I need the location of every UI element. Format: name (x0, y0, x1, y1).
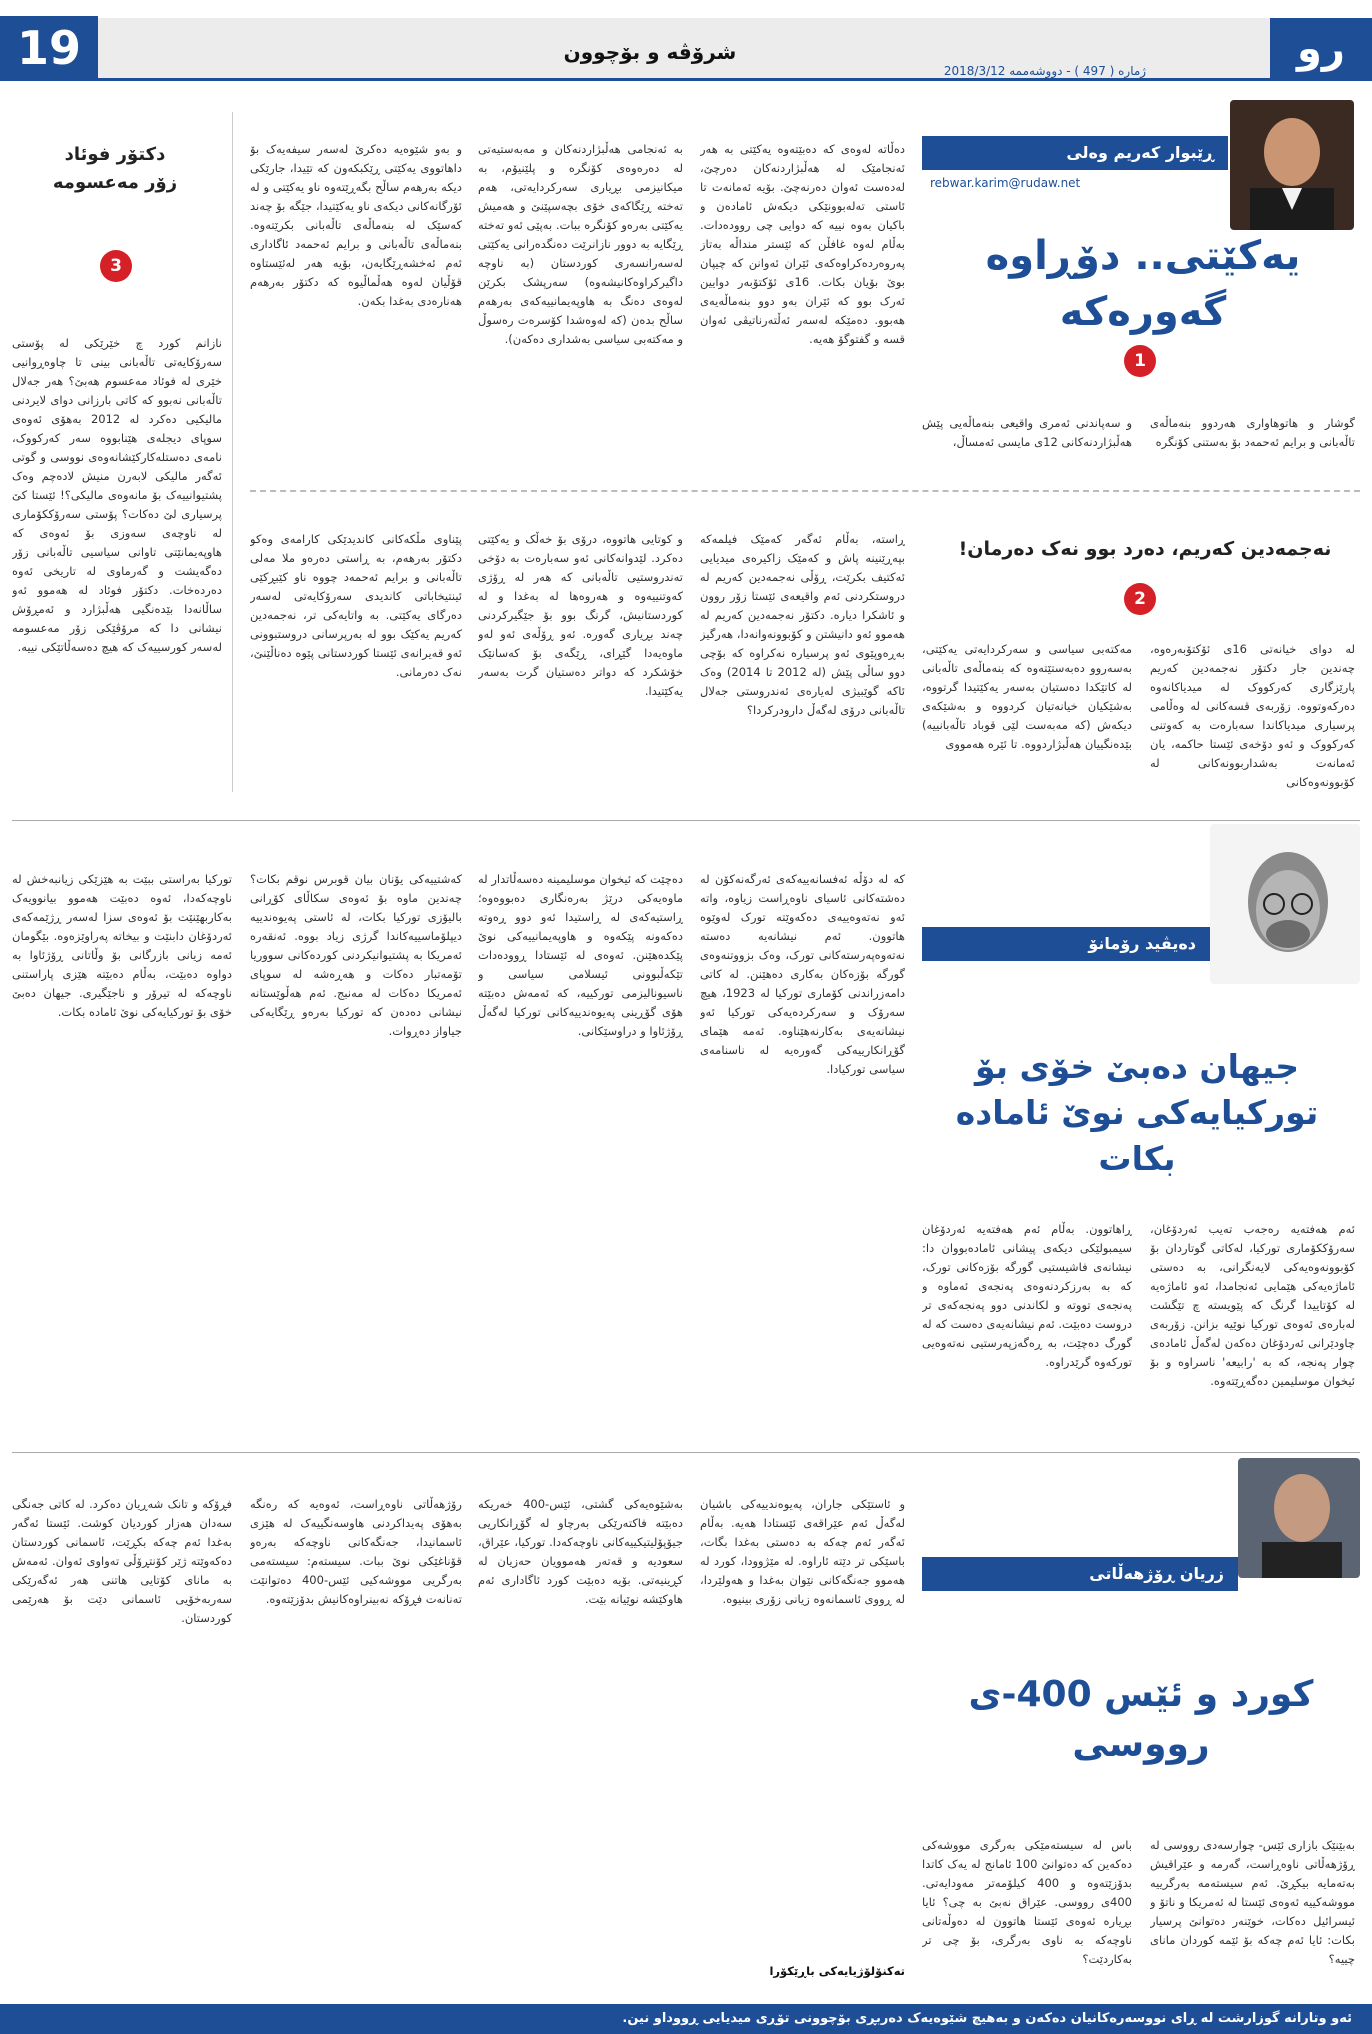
article-title-a4: جیهان دەبێ خۆی بۆ تورکیایەکی نوێ ئامادە بکات (955, 1047, 1319, 1179)
dashed-divider (250, 490, 1360, 492)
article-title-a1: یەکێتی.. دۆڕاوە گەورەکە (985, 233, 1301, 335)
lede-a5: تەکنۆلۆژیایەکی باڕێکۆرا (769, 1964, 905, 1978)
column-a4-1: کە لە دۆڵە ئەفسانەییەکەی ئەرگەنەکۆن لە دەشتەکانی ئاسیای ناوەڕاست زیاوە، واتە ئەو نەتەوەییەی دەکەوێتە تورک لەوێوە هاتوون. ئەم نیشانەیە دەستە نەتەوەپەرستەکانی تورک، وەک بزووتنەوەی گورگە بۆزەکان بەکاری دەهێنن. لە کاتی دامەزراندنی کۆماری تورکیا لە 1923، هیچ سەرۆک و سەرکردەیەکی تورکیا ئەو نیشانەیەی بەکارنەهێناوە. ئەمە هێمای گۆڕانکارییەکی گەورەیە لە ناسنامەی سیاسی تورکیادا. (700, 872, 905, 1076)
column-a1-1: دەڵاتە لەوەی کە دەبێتەوە یەکێتی بە هەر ئەنجامێک لە هەڵبژاردنەکان دەرچێ، لەدەست ئەوان دەرنەچێ. بۆیە ئەمانەت تا ئاستی تەلەبوونێکی دیکەش ئامادەن و باکیان بەوە نییە کە دوایی چی روودەدات. بەڵام لەوە غافڵن کە ئێستر منداڵە بەتاز پەروەردەکراوەکەی ئێران ئەوانن کە چیپان بوێ بۆیان بکات. 16ی ئۆکتۆبەر دوایین ئەرک بوو کە ئێران بەو دوو بنەماڵەیەی هەبوو. دەمێکە لەسەر ئەڵتەرناتیڤی ئەوان قسە و گفتوگۆ هەیە. (700, 142, 905, 346)
column-a2-4: و کوتایی هاتووە، درۆی بۆ خەڵک و یەکێتی دەکرد. لێدوانەکانی ئەو سەبارەت بە دۆخی تەندروستیی تاڵەبانی کە هەر لە ڕۆژی کەوتنییەوە و هەروەها لە بەغدا و لە کوردستانیش، گرنگ بوو بۆ جێگیرکردنی چەند بڕیاری گەورە. ئەو ڕۆڵەی ئەو لەو ماوەیەدا گێڕای، ڕێگەی بۆ کەسانێک خۆشکرد کە دواتر دەستیان گرت بەسەر یەکێتیدا. (478, 532, 683, 698)
page-header (0, 0, 1372, 88)
disclaimer-footer: ئەو وتارانە گوزارشت لە ڕای نووسەرەکانیان دەکەن و بەهیچ شێوەیەک دەربڕی بۆچوونی تۆڕی میدیایی ڕووداو نین. (0, 2004, 1372, 2034)
article-title-a5: کورد و ئێس 400-ی رووسی (968, 1674, 1314, 1766)
article-number-a2: 2 (1124, 583, 1156, 615)
section-title: شرۆڤە و بۆچوون (563, 40, 737, 64)
column-a5-4: فڕۆکە و تانک شەڕیان دەکرد. لە کاتی جەنگی سەدان هەزار کوردیان کوشت. ئێستا ئەگەر بەغدا ئەم چەکە بکڕێت، ئاسمانی کوردستان دەکەوێتە ژێر کۆنتڕۆڵی تەواوی ئەوان. ئەمەش بە مانای کۆتایی هاتنی هەر ئەگەرێکی سەربەخۆیی ئاسمانی دێت بۆ هەرێمی کوردستان. (12, 1497, 232, 1625)
intro-a5-1: بەبێنێک بازاری ئێس- چوارسەدی رووسی لە ڕۆژهەڵاتی ناوەڕاست، گەرمە و عێراقیش بەتەمایە بیکڕێ. ئەم سیستەمە بەرگرییە مووشەکییە ئەوەی ئێستا لە ئەمریکا و ناتۆ و ئیسرائیل دەکات، خوێنەر دەتوانێ پرسیار بکات: ئایا ئەم چەکە بۆ ئێمە کوردان مانای چییە؟ (1150, 1838, 1355, 1966)
column-a2-3: ڕاستە، بەڵام ئەگەر کەمێک فیلمەکە بپەڕێنینە پاش و کەمێک زاکیرەی میدیایی ئەکتیف بکرێت، ڕۆڵی نەجمەدین کەریم لە دروستکردنی ئەم واقیعەی ئێستا زۆر روون و ئاشکرا دیارە. دکتۆر نەجمەدین کەریم لە هەموو ئەو دانیشتن و کۆبوونەوانەدا، هەرگیز بەڕەوپێوی ئەو پرسیارە نەکراوە کە بۆچی دوو ساڵی پێش (لە 2012 تا 2014) وەک ئاکە گوێبیژی لەیارەی ئەندروستی جەلال تاڵەبانی درۆی لەگەڵ دارودرکردا؟ (700, 532, 905, 717)
author-name-a3-line1: دکتۆر فوئاد (64, 144, 166, 165)
column-a1-3: و بەو شێوەیە دەکرێ لەسەر سیفەیەک بۆ داهاتووی یەکێتی ڕێکبکەون کە تێیدا، جارێکی دیکە بەرهەم ساڵح بگەڕێتەوە ناو یەکێتی و لە ئۆرگانەکانی دیکەی ناو یەکێتیدا، جێگە بۆ چەند کەسێک لە بنەماڵەی تاڵەبانی بکرێتەوە. بنەماڵەی تاڵەبانی و برایم ئەحمەد ئاگاداری ئەم ئەخشەڕێگایەن، بۆیە هەر لەئێستاوە قۆڵیان لەوە هەڵماڵیوە کە دکتۆر بەرهەم هەنارەدی بەغدا بکەن. (250, 142, 462, 308)
author-email[interactable]: rebwar.karim@rudaw.net (930, 176, 1081, 190)
author-photo-zryan (1238, 1458, 1360, 1578)
intro-a5-2: باس لە سیستەمێکی بەرگری مووشەکی دەکەین کە دەتوانێ 100 ئامانج لە یەک کاتدا بدۆزێتەوە و 400 کیلۆمەتر مەودایەتی. 400ی رووسی. عێراق نەبێ بە چی؟ ئایا بڕیارە ئەوەی ئێستا هاتوون لە دەوڵەتانی ناوچەکە بە ناوی بەرگری، بۆ چی تر بەکاردێت؟ (922, 1838, 1132, 1966)
column-a4-2: دەچێت کە ئیخوان موسلیمینە دەسەڵاتدار لە ماوەیەکی درێژ بەرەنگاری دەبووەوە؛ ڕاستیەکەی لە ڕاستیدا ئەو دوو ڕەوتە دەکەونە پێکەوە و هاوپەیمانییەکی نوێ پێکدەهێنن. ئەوەی لە ئێستادا ڕوودەدات تێکەڵبوونی ئیسلامی سیاسی و ناسیونالیزمی تورکییە، کە ئەمەش دەبێتە هۆی گۆڕینی پەیوەندییەکانی تورکیا لەگەڵ ڕۆژئاوا و دراوسێکانی. (478, 872, 683, 1038)
intro-a4-2: ڕاهاتوون. بەڵام ئەم هەفتەیە ئەردۆغان سیمبولێکی دیکەی پیشانی ئامادەبووان دا: نیشانەی فاشیستیی گورگە بۆزەکانی تورک، کە بە بەرزکردنەوەی پەنجەی ئەماوە و پەنجەی تووتە و لکاندنی دوو پەنجەکەی تر دروست دەبێت. ئەم نیشانەیەی دەست کە لە گورگ دەچێت، بە ڕەگەزپەرستیی نەتەوەیی تورکەوە گرێدراوە. (922, 1222, 1132, 1369)
author-name-a3-line2: زۆر مەعسومە (52, 172, 178, 193)
column-a2-5: پێناوی مڵکەکانی کاندیدێکی کارامەی وەکو دکتۆر بەرهەم، بە ڕاستی دەرەو ملا مەلی تاڵەبانی و برایم ئەحمەد چووە ناو کێبڕکێی ئینتیخاباتی کاندیدی سەرۆکایەتی لەسەر دەرگای یەکێتی. بە واتایەکی تر، نەجمەدین کەریم یەکێک بوو لە بەرپرسانی دروستبوونی ئەو قەیرانەی ئێستا کوردستانی پێوە دەناڵێنێ، نەک دەرمانی. (250, 532, 462, 679)
rudaw-logo: رو (1270, 18, 1372, 80)
author-photo-rebwar (1230, 100, 1354, 230)
author-photo-romano (1210, 824, 1360, 984)
column-a2-1: لە دوای خیانەتی 16ی ئۆکتۆبەرەوە، چەندین جار دکتۆر نەجمەدین کەریم پارێزگاری کەرکووک لە میدیاکانەوە دەرکەوتووە. زۆربەی قسەکانی لە وەڵامی پرسیاری میدیاکاندا سەبارەت بە کەوتنی کەرکووک و ئەو دۆخەی ئێستا حاکمە، یان ئەمانەت بەشداربوونەکانی لە کۆبوونەوەکانی (1150, 642, 1355, 789)
column-a4-4: تورکیا بەراستی ببێت بە هێزێکی زیانبەخش لە ناوچەکەدا، ئەوە دەبێت هەموو بیانوویەک بەکاربهێنێت بۆ ئەوەی سزا لەسەر ڕژێمەکەی ئەردۆغان دابنێت و بیخاتە پەراوێزەوە. بێگومان ئەمە زیانی بازرگانی بۆ وڵاتانی ڕۆژئاوا بە دواوە دەبێت، بەڵام دەبێتە هێزی پاراستنی ناوچەکە لە تیرۆر و ناجێگیری. جیهان دەبێ خۆی بۆ تورکیایەکی نوێ ئامادە بکات. (12, 872, 232, 1019)
author-bar-a1: ڕێبوار کەریم وەلی (922, 136, 1228, 170)
article-number-a1: 1 (1124, 345, 1156, 377)
column-a3: نازانم کورد چ خێرێکی لە پۆستی سەرۆکایەتی تاڵەبانی بینی تا چاوەڕوانیی خێری لە فوئاد مەعسوم هەبێ؟ هەر جەلال تاڵەبانی نەبوو کە کاتی بارزانی دوای لایردنی مالیکیی دەکرد لە 2012 بەهۆی ئەوەی سوپای دیجلەی هێنابووە سەر کەرکووک، نامەی دەستلەکارکێشانەوەی نووسی و گوتی ئەگەر مالیکی لابەرن منیش لادەچم وەک پشتیوانییەک بۆ مانەوەی مالیکی؟! ئێستا کێ پرسیاری لێ دەکات؟ پۆستی سەرۆککۆماری لە ناوچەی سەوزی بۆ ئەوەی کە هاوپەیمانێتی تاوانی سیاسیی تاڵەبانی زۆر دەگەیشت و گەرماوی لە تاریخی ئەوە دەردەخات. دکتۆر فوئاد لە هەموو ئەو ساڵانەدا بێدەنگیی هەڵبژارد و ئەمڕۆش نیشانی دا کە مرۆڤێکی زۆر مەعسومە لەسەر کورسییەک کە هیچ دەسەڵاتێکی نییە. (12, 336, 222, 654)
section-divider-1 (12, 820, 1360, 821)
column-a5-2: بەشێوەیەکی گشتی، ئێس-400 خەریکە دەبێتە فاکتەرێکی بەرچاو لە گۆڕانکاریی جیۆپۆلیتیکییەکانی ناوچەکەدا. تورکیا، عێراق، سعودیە و قەتەر هەموویان حەزیان لە کڕینیەتی. بۆیە دەبێت کورد ئاگاداری ئەم هاوکێشە نوێیانە بێت. (478, 1497, 683, 1606)
column-a2-2: مەکتەبی سیاسی و سەرکردایەتی یەکێتی، بەسەروو دەبەستێتەوە کە بنەماڵەی تاڵەبانی لە کاتێکدا دەستیان بەسەر یەکێتیدا گرتووە، بەشێکیان خیانەتیان کردووە و بەشێکەی دیکەش (کە مەبەست لێی قوباد تاڵەبانییە) بێدەنگییان هەڵبژاردووە. تا ئێرە هەمووی (922, 642, 1132, 751)
author-bar-a5: زریان ڕۆژهەڵاتی (922, 1557, 1238, 1591)
author-bar-a4: دەیڤید رۆمانۆ (922, 927, 1210, 961)
intro-a4-1: ئەم هەفتەیە رەجەب تەیب ئەردۆغان، سەرۆککۆماری تورکیا، لەکاتی گوتاردان بۆ کۆبوونەوەیەکی لایەنگرانی، بە دەستی ئاماژەیەکی هێمایی ئەنجامدا، ئەو ئاماژەیە لە کۆتاییدا گرنگ کە پێویستە چ تێگشت لەبارەی ئەوەی تورکیا نوێیە بزانن. زۆربەی چاودێرانی ئەردۆغان دەکەن لەگەڵ ئامادەی چوار پەنجە، کە بە 'رابیعە' ناسراوە و بۆ ئیخوان موسلیمین دەگەڕێتەوە. (1150, 1222, 1355, 1388)
column-a5-1: و ئاستێکی جاران، پەیوەندییەکی باشیان لەگەڵ ئەم عێراقەی ئێستادا هەیە. بەڵام ئەگەر ئەم چەکە بە دەستی بەغدا بگات، باسێکی تر دێتە ئاراوە. لە مێژوودا، کورد لە هەموو جەنگەکانی نێوان بەغدا و هەولێردا، لە ڕووی ئاسمانەوە زیانی زۆری بینیوە. (700, 1497, 905, 1606)
column-a4-3: کەشتییەکی یۆنان بیان قوبرس نوقم بکات؟ چەندین ماوە بۆ ئەوەی سکاڵای کۆڕانی بالیۆزی تورکیا بکات، لە ئاستی پەیوەندییە دیپلۆماسییەکاندا گرژی زیاد بووە. ئەنقەرە ئەمریکا بە پشتیوانیکردنی کوردەکانی سووریا تۆمەتبار دەکات و هەڕەشە لە سوپای ئەمریکا دەکات لە مەنبج. ئەم هەڵوێستانە نیشانی دەدەن کە تورکیا بەرەو ڕێگایەکی جیاواز دەڕوات. (250, 872, 462, 1038)
column-divider (232, 112, 233, 792)
intro-a1-1: گوشار و هاتوهاواری هەردوو بنەماڵەی تاڵەبانی و برایم ئەحمەد بۆ بەستنی کۆنگرە (1150, 416, 1355, 449)
issue-line: ژمارە ( 497 ) - دووشەممە 2018/3/12 (943, 64, 1147, 78)
page-number: 19 (0, 16, 98, 81)
column-a5-3: رۆژهەڵاتی ناوەڕاست، ئەوەیە کە رەنگە بەهۆی پەیداکردنی هاوسەنگییەک لە هێزی ئاسمانیدا، جەنگەکانی ناوچەکە بەرەو قۆناغێکی نوێ ببات. سیستەم: سیستەمی بەرگریی مووشەکیی ئێس-400 دەتوانێت تەنانەت فڕۆکە نەبینراوەکانیش بدۆزێتەوە. (250, 1497, 462, 1606)
intro-a1-2: و سەپاندنی ئەمری واقیعی بنەماڵەیی پێش هەڵبژاردنەکانی 12ی مایسی ئەمساڵ، (922, 416, 1132, 449)
article-number-a3: 3 (100, 250, 132, 282)
section-divider-2 (12, 1452, 1360, 1453)
column-a1-2: بە ئەنجامی هەڵبژاردنەکان و مەبەستیەتی لە دەرەوەی کۆنگرە و پلێنیۆم، بە میکانیزمی بڕیاری سەرکردایەتی، هەم تەختە ڕێگاکەی خۆی بچەسپێنێ و هەمیش یەکێتی بەرەو کۆنگرە ببات. بەپێی ئەو تەختە ڕێگایە بە دوور نازانرێت دەنگدەرانی یەکێتی لەسەرانسەری کوردستان (بە ناوچە داگیرکراوەکانیشەوە) سەرپشک بکرێن لەوەی دەنگ بە هاوپەیمانییەکەی بەرهەم ساڵح بدەن (کە لەوەشدا کۆسرەت رەسوڵ و مەکتەبی سیاسی بەشداری دەکەن). (478, 142, 683, 346)
article-title-a2: نەجمەدین کەریم، دەرد بوو نەک دەرمان! (958, 538, 1332, 560)
